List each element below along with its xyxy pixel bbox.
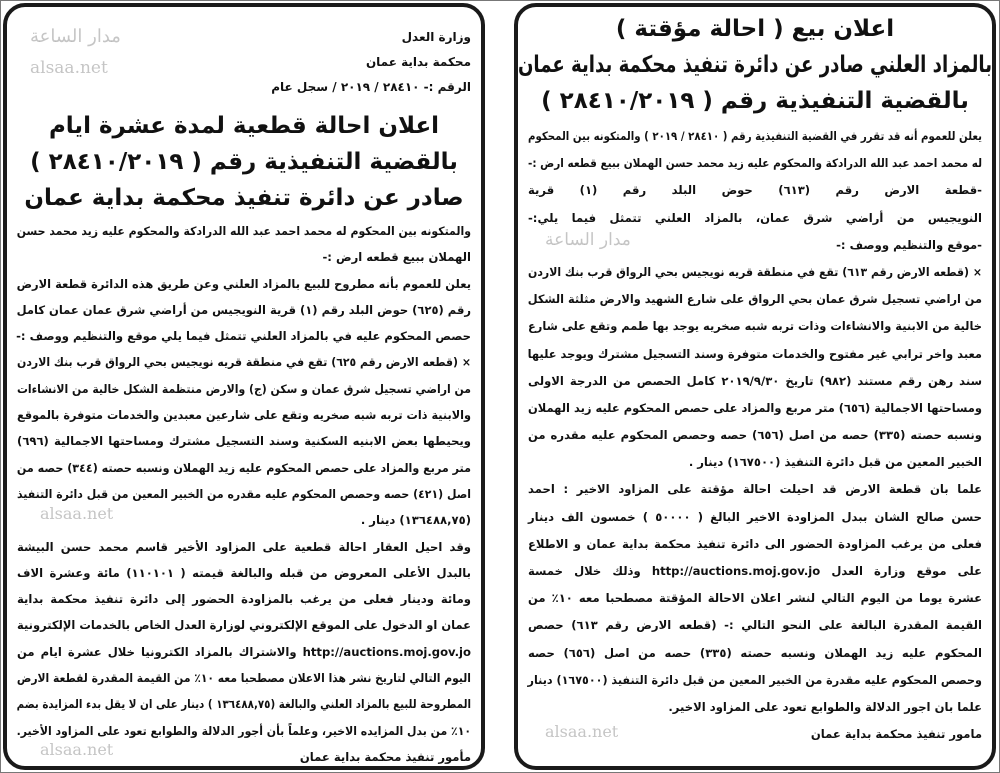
notice-title-line: بالمزاد العلني صادر عن دائرة تنفيذ محكمة بداية عمان [517,52,992,78]
body-line: اليوم التالي لتاريخ نشر هذا الاعلان مصطحبا معه ١٠٪ من القيمة المقدرة لقطعة الارض [16,671,471,686]
notice-title-line: اعلان احالة قطعية لمدة عشرة ايام [48,113,440,139]
body-line: متر مربع والمزاد على حصص المحكوم عليه زيد الهملان ونسبه حصته (٣٤٤) حصه من [16,460,472,475]
body-line: والمتكونه بين المحكوم له محمد احمد عبد الله الدرادكة والمحكوم عليه زيد محمد حسن [16,224,471,238]
final-referral-notice [3,3,485,770]
body-line: مأمور تنفيذ محكمة بداية عمان [299,749,471,764]
body-line: القيمة المقدرة البالغة على النحو التالي :- (قطعه الارض رقم ٦١٣) حصص [528,618,982,633]
body-line: الخبير المعين من قبل دائرة التنفيذ (١٦٧٥٠٠) دينار . [688,455,982,470]
watermark-latin: alsaa.net [40,504,114,523]
body-line: وحصص المحكوم عليه مقدرة من الخبير المعين من قبل دائرة التنفيذ (١٦٧٥٠٠) دينار [527,672,982,687]
body-line: من اراضي تسجيل شرق عمان بحي الرواق على شارع الشهيد والارض مثلثة الشكل [527,292,982,307]
body-line: علما بان قطعة الارض قد احيلت احالة مؤقتة على المزاود الاخير : احمد [528,482,982,497]
body-line: خالية من الابنية والانشاءات وذات تربه شبه صخريه يوجد بها طمم وتقع على شارع [528,319,982,334]
header-line: الرقم :- ٢٨٤١٠ / ٢٠١٩ / سجل عام [271,80,471,94]
temporary-referral-sale-notice [514,3,996,770]
body-line: -موقع والتنظيم ووصف :- [836,237,982,252]
watermark-latin: alsaa.net [545,722,619,741]
watermark-latin: alsaa.net [30,58,108,78]
body-line: × (قطعه الارض رقم ٦١٣) تقع في منطقة قريه نويجيس بحي الرواق قرب بنك الاردن [528,264,982,279]
body-line: فعلى من يرغب المزاودة الحضور الى دائرة تنفيذ محكمة بداية عمان و الاطلاع [528,536,982,551]
body-line: على موقع وزارة العدل http://auctions.moj.gov.jo وذلك خلال خمسة [528,564,982,578]
notice-title-line: صادر عن دائرة تنفيذ محكمة بداية عمان [24,185,464,211]
body-line: اصل (٤٢١) حصه وحصص المحكوم عليه مقدره من الخبير المعين من قبل دائرة التنفيذ [17,486,471,501]
notice-title-line: بالقضية التنفيذية رقم ( ٢٨٤١٠/٢٠١٩ ) [30,149,458,175]
body-line: ونسبه حصته (٣٣٥) حصه من اصل (٦٥٦) حصه وحصص المحكوم عليه مقدره من [528,428,982,443]
body-line: ويحيطها بعض الابنيه السكنية وسند التسجيل مشترك ومساحتها الاجمالية (٦٩٦) [17,434,471,449]
header-line: وزارة العدل [401,30,471,44]
body-line: ومساحتها الاجمالية (٦٥٦) متر مربع والمزاد على حصص المحكوم عليه زيد الهملان [528,400,983,415]
body-line: رقم (٦٢٥) حوض البلد رقم (١) قرية النويجيس من أراضي شرق عمان عمان كامل [16,302,471,317]
body-line: له محمد احمد عبد الله الدرادكة والمحكوم عليه زيد محمد حسن الهملان ببيع قطعه ارض :- [528,156,982,171]
body-line: معبد واخر ترابي غير مفتوح والخدمات متوفرة وسند التسجيل مشترك ويوجد عليها [527,346,982,361]
notice-title-line: بالقضية التنفيذية رقم ( ٢٨٤١٠/٢٠١٩ ) [541,88,969,114]
body-line: (١٣٦٤٨٨,٧٥) دينار . [360,513,471,528]
watermark-arabic: مدار الساعة [30,26,121,47]
notice-title-line: اعلان بيع ( احالة مؤقتة ) [615,16,895,42]
body-line: حصص المحكوم عليه في بالمزاد العلني تتمثل فيما يلي موقع والتنظيم ووصف :- [16,329,471,344]
body-line: علما بان اجور الدلالة والطوابع تعود على المزاود الاخير. [668,699,982,714]
body-line: يعلن للعموم بأنه مطروح للبيع بالمزاد العلني وعن طريق هذه الدائرة قطعة الارض [16,276,471,291]
body-line: بالبدل الأعلى المعروض من قبله والبالغة قيمته ( ١١٠١٠١) مائة وعشرة الاف [17,565,471,580]
body-line: والابنية ذات تربه شبه صخريه وتقع على شارعين معبدين والخدمات متوفرة بالموقع [17,408,471,423]
header-line: محكمة بداية عمان [365,55,471,69]
body-line: الهملان ببيع قطعه ارض :- [322,250,471,265]
watermark-latin: alsaa.net [40,740,114,759]
body-line: عشرة يوما من اليوم التالي لنشر اعلان الاحالة المؤقتة مصطحبا معه ١٠٪ من [528,591,982,606]
body-line: http://auctions.moj.gov.jo والاشتراك بالمزاد الكترونيا خلال عشرة ايام من [17,644,471,659]
body-line: المطروحة للبيع بالمزاد العلني والبالغة (١٣٦٤٨٨,٧٥ ) دينار على ان لا يقل بدء المزايدة بضم [16,697,471,712]
body-line: من اراضي تسجيل شرق عمان و سكن (ج) والارض منتظمة الشكل خالية من الانشاءات [16,381,471,396]
watermark-arabic: مدار الساعة [545,230,631,250]
body-line: -قطعة الارض رقم (٦١٣) حوض البلد رقم (١) قرية [528,183,982,198]
body-line: سند رهن رقم مستند (٩٨٢) تاريخ ٢٠١٩/٩/٣٠ كامل الحصص من الدرجة الاولى [528,373,982,388]
body-line: وقد احيل العقار احالة قطعية على المزاود الأخير قاسم محمد حسن البيشة [17,539,471,554]
body-line: × (قطعه الارض رقم ٦٢٥) تقع في منطقة قريه نويجيس بحي الرواق قرب بنك الاردن [17,355,471,370]
body-line: يعلن للعموم أنه قد تقرر في القضية التنفيذية رقم ( ٢٨٤١٠ / ٢٠١٩ ) والمتكونه بين المحكوم [527,129,982,143]
body-line: مامور تنفيذ محكمة بداية عمان [810,727,982,742]
body-line: ومائة ودينار فعلى من يرغب بالمزاودة الحضور إلى دائرة تنفيذ محكمة بداية [17,592,471,607]
body-line: المحكوم عليه زيد الهملان ونسبه حصته (٣٣٥) حصه من اصل (٦٥٦) حصه [528,645,982,660]
body-line: ١٠٪ من بدل المزايده الاخير، وعلماً بأن أجور الدلالة والطوابع تعود على المزاود الأخير. [16,723,471,738]
body-line: النويجيس من أراضي شرق عمان، بالمزاد العلني تتمثل فيما يلي:- [528,210,982,225]
body-line: عمان او الدخول على الموقع الإلكتروني لوزارة العدل الخاص بالخدمات الإلكترونية [17,618,471,633]
body-line: حسن صالح الشان ببدل المزاودة الاخير البالغ ( ٥٠٠٠٠ ) خمسون الف دينار [528,509,983,524]
